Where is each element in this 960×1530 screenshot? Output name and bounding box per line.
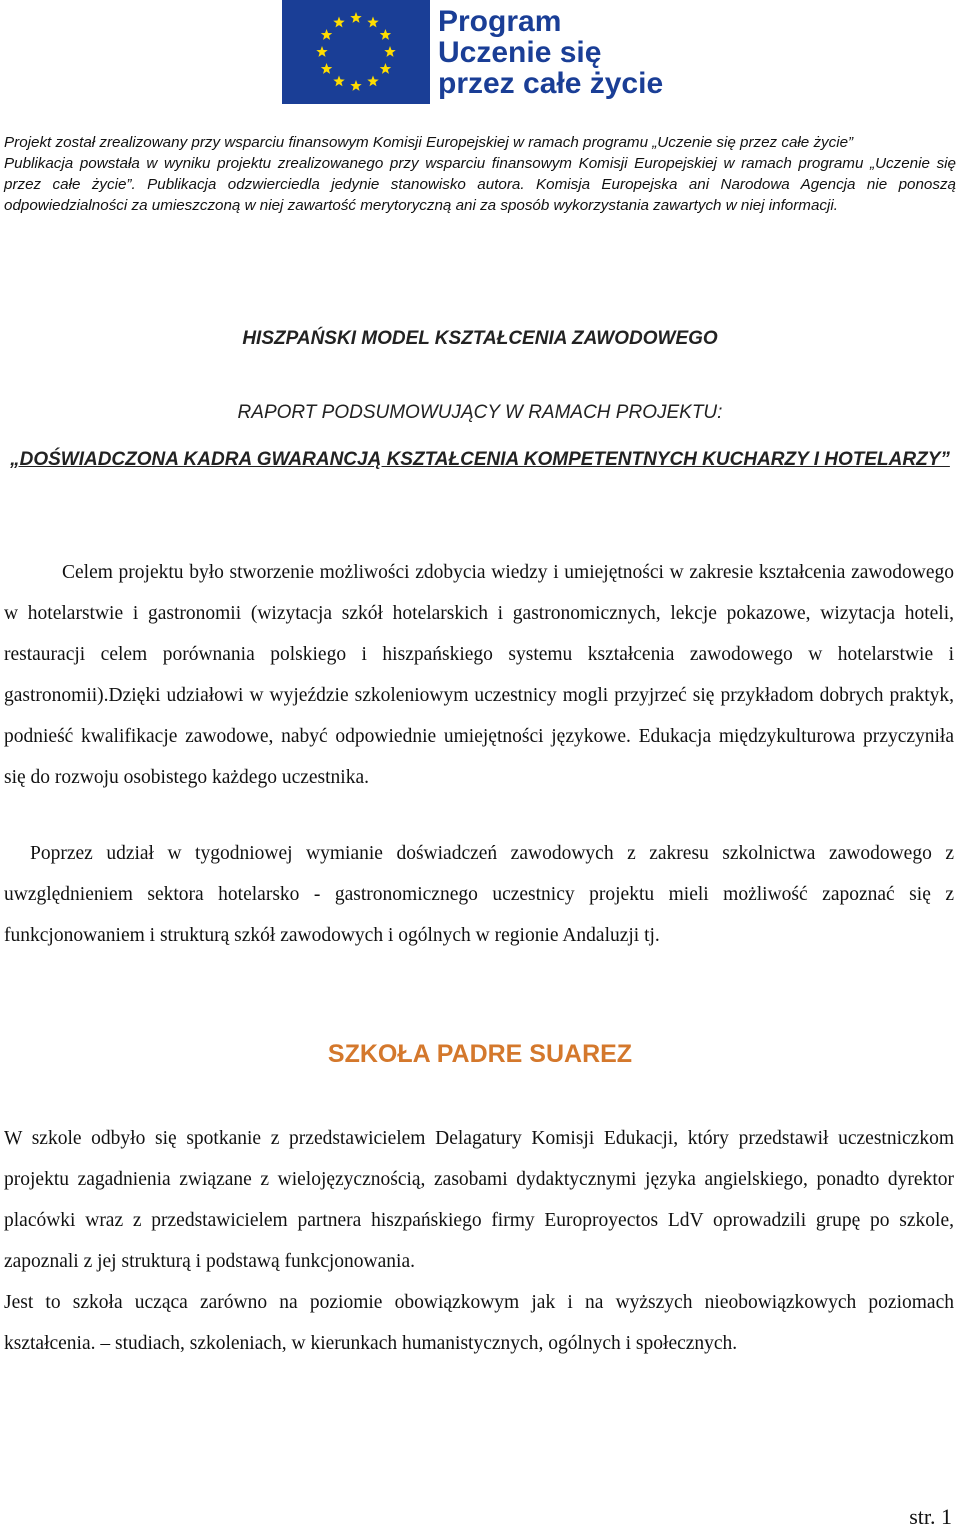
flag-star-icon — [321, 29, 332, 40]
logo-line-1: Program — [438, 4, 562, 38]
flag-star-icon — [316, 46, 327, 57]
flag-star-icon — [350, 12, 361, 23]
flag-star-icon — [384, 46, 395, 57]
project-title: „DOŚWIADCZONA KADRA GWARANCJĄ KSZTAŁCENIA KOMPETENTNYCH KUCHARZY I HOTELARZY” — [10, 449, 950, 470]
funding-disclaimer — [4, 132, 956, 216]
flag-star-icon — [333, 75, 344, 86]
page-number: str. 1 — [909, 1504, 952, 1529]
disclaimer-line-2: Publikacja powstała w wyniku projektu zrealizowanego przy wsparciu finansowym Komisji Europejskiej w ramach programu „Uczenie się przez całe życie”. Publikacja odzwierciedla jedynie stanowisko autora. Komisja Europejska ani Narodowa Agencja nie ponoszą odpowiedzialności za umieszczoną w niej zawartość merytoryczną ani za sposób wykorzystania zawartych w niej informacji. — [4, 155, 956, 214]
logo-line-2: Uczenie się — [438, 35, 602, 69]
exchange-paragraph-block — [4, 833, 954, 956]
school-heading: SZKOŁA PADRE SUAREZ — [327, 1040, 633, 1068]
eu-flag-icon — [282, 0, 430, 104]
exchange-paragraph: Poprzez udział w tygodniowej wymianie doświadczeń zawodowych z zakresu szkolnictwa zawodowego z uwzględnieniem sektora hotelarsko - gastronomicznego uczestnicy projektu mieli możliwość zapoznać się z funkcjonowaniem i strukturą szkół zawodowych i ogólnych w regionie Andaluzji tj. — [4, 843, 954, 946]
program-logo — [282, 0, 682, 104]
flag-star-icon — [367, 75, 378, 86]
intro-paragraph-block — [4, 552, 954, 798]
flag-star-icon — [380, 29, 391, 40]
school-paragraph-1: W szkole odbyło się spotkanie z przedstawicielem Delagatury Komisji Edukacji, który przedstawił uczestniczkom projektu zagadnienia związane z wielojęzycznością, zasobami dydaktycznymi języka angielskiego, ponadto dyrektor placówki wraz z przedstawicielem partnera hiszpańskiego firmy Europroyectos LdV oprowadzili grupę po szkole, zapoznali z jej strukturą i podstawą funkcjonowania. — [4, 1128, 954, 1272]
school-paragraph-block — [4, 1118, 954, 1364]
logo-text — [438, 0, 663, 104]
flag-star-icon — [350, 80, 361, 91]
document-subtitle: RAPORT PODSUMOWUJĄCY W RAMACH PROJEKTU: — [237, 402, 723, 423]
flag-star-icon — [321, 63, 332, 74]
disclaimer-line-1: Projekt został zrealizowany przy wsparciu finansowym Komisji Europejskiej w ramach programu „Uczenie się przez całe życie” — [4, 134, 854, 151]
flag-star-icon — [333, 17, 344, 28]
flag-star-icon — [367, 17, 378, 28]
intro-paragraph: Celem projektu było stworzenie możliwości zdobycia wiedzy i umiejętności w zakresie kształcenia zawodowego w hotelarstwie i gastronomii (wizytacja szkół hotelarskich i gastronomicznych, lekcje pokazowe, wizytacja hoteli, restauracji celem porównania polskiego i hiszpańskiego systemu kształcenia zawodowego w hotelarstwie i gastronomii).Dzięki udziałowi w wyjeździe szkoleniowym uczestnicy mogli przyjrzeć się przykładom dobrych praktyk, podnieść kwalifikacje zawodowe, nabyć odpowiednie umiejętności językowe. Edukacja międzykulturowa przyczyniła się do rozwoju osobistego każdego uczestnika. — [4, 562, 954, 788]
flag-star-icon — [380, 63, 391, 74]
document-title: HISZPAŃSKI MODEL KSZTAŁCENIA ZAWODOWEGO — [242, 328, 718, 349]
school-paragraph-2: Jest to szkoła ucząca zarówno na poziomie obowiązkowym jak i na wyższych nieobowiązkowych poziomach kształcenia. – studiach, szkoleniach, w kierunkach humanistycznych, ogólnych i społecznych. — [4, 1292, 954, 1354]
logo-line-3: przez całe życie — [438, 66, 664, 100]
